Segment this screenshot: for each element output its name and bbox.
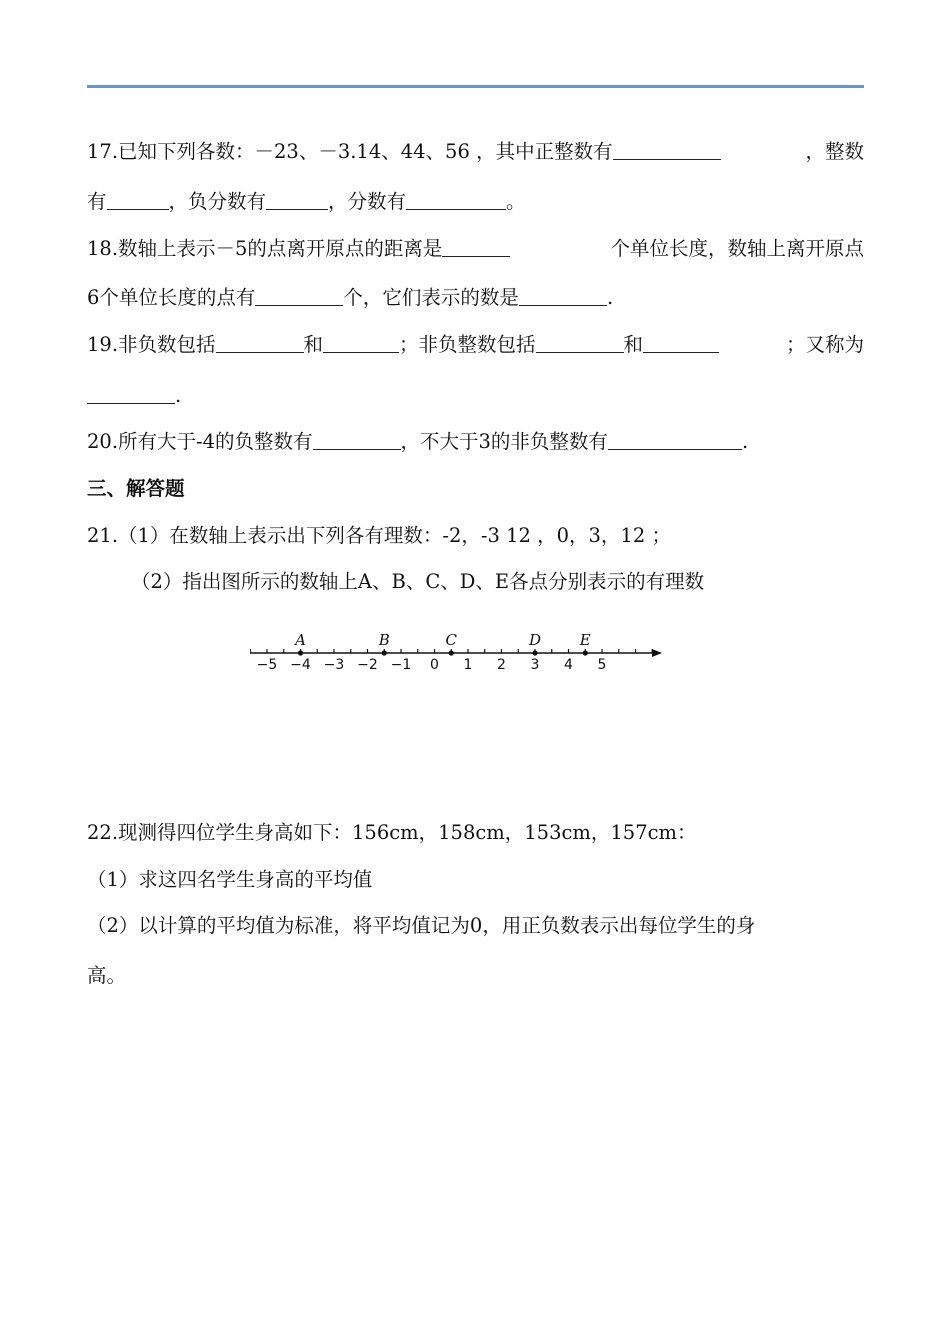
q22-stem: 22.现测得四位学生身高如下：156cm，158cm，153cm，157cm： — [87, 821, 697, 844]
point-e — [583, 650, 588, 655]
q18-text-4: 个，它们表示的数是 — [343, 286, 519, 309]
q18-line1 — [87, 237, 864, 261]
q19-blank-4[interactable] — [643, 334, 719, 353]
tick-label: −5 — [256, 657, 278, 673]
q19-text-2: 和 — [303, 333, 324, 356]
q20-text-3: . — [741, 430, 749, 453]
q17-text-2: ，整数 — [805, 140, 864, 163]
tick-label: 0 — [430, 657, 439, 673]
tick-label: 3 — [530, 657, 540, 673]
point-a — [298, 650, 303, 655]
section-title: 三、解答题 — [87, 477, 185, 500]
q17-line2 — [87, 190, 864, 214]
point-d — [532, 650, 537, 655]
q19-text-4: 和 — [623, 333, 644, 356]
point-label-d: D — [528, 631, 542, 649]
q19-text-5: ；又称为 — [785, 333, 864, 356]
q19-blank-5[interactable] — [87, 385, 175, 404]
q17-blank-negative-fractions[interactable] — [266, 191, 328, 210]
q20-text: 20.所有大于-4的负整数有 — [87, 430, 313, 453]
tick-label: 2 — [497, 657, 506, 673]
header-rule — [87, 85, 864, 88]
q18-line2 — [87, 286, 864, 310]
q20-blank-2[interactable] — [608, 431, 742, 450]
q17-blank-integers[interactable] — [107, 191, 169, 210]
q19-text: 19.非负数包括 — [87, 333, 216, 356]
q19-text-6: . — [175, 384, 182, 407]
q22-part2-line1: （2）以计算的平均值为标准，将平均值记为0，用正负数表示出每位学生的身 — [87, 914, 756, 937]
q17-blank-positive-integers[interactable] — [613, 141, 721, 160]
q18-text-2: 个单位长度，数轴上离开原点 — [610, 237, 864, 260]
number-line-arrow — [652, 649, 662, 657]
q18-text-3: 6个单位长度的点有 — [87, 286, 256, 309]
q20-blank-1[interactable] — [313, 431, 401, 450]
point-b — [382, 650, 387, 655]
tick-label: −4 — [290, 657, 311, 673]
point-c — [449, 650, 454, 655]
q19-blank-3[interactable] — [536, 334, 624, 353]
q19-line1 — [87, 333, 864, 357]
q17-text-6: 。 — [506, 190, 526, 213]
q21-line1: 21.（1）在数轴上表示出下列各有理数：-2，-3 12 ，0，3，12 ； — [87, 524, 671, 547]
q20-line — [87, 430, 864, 454]
q17-text: 17.已知下列各数：－23、－3.14、44、56 ，其中正整数有 — [87, 140, 613, 163]
tick-label: 1 — [463, 657, 473, 673]
q17-blank-fractions[interactable] — [406, 191, 506, 210]
q18-blank-count[interactable] — [255, 287, 343, 306]
number-line-figure — [250, 628, 670, 678]
point-label-b: B — [378, 631, 390, 649]
tick-label: 5 — [597, 657, 607, 673]
q17-text-4: ，负分数有 — [168, 190, 267, 213]
q20-text-2: ，不大于3的非负整数有 — [400, 430, 608, 453]
q22-part1: （1）求这四名学生身高的平均值 — [87, 868, 373, 891]
q17-text-5: ，分数有 — [328, 190, 407, 213]
tick-label: −1 — [390, 657, 412, 673]
q19-blank-2[interactable] — [323, 334, 399, 353]
q18-text: 18.数轴上表示－5的点离开原点的距离是 — [87, 237, 443, 260]
q19-blank-1[interactable] — [216, 334, 304, 353]
q21-line2: （2）指出图所示的数轴上A、B、C、D、E各点分别表示的有理数 — [131, 570, 705, 593]
q17-line1 — [87, 140, 864, 164]
q18-text-5: . — [606, 286, 614, 309]
tick-label: −3 — [323, 657, 345, 673]
q17-text-3: 有 — [87, 190, 107, 213]
point-label-e: E — [579, 631, 591, 649]
q19-line2 — [87, 384, 864, 408]
tick-label: −2 — [357, 657, 378, 673]
q18-blank-distance[interactable] — [442, 238, 510, 257]
q18-blank-numbers[interactable] — [519, 287, 607, 306]
point-label-a: A — [295, 631, 306, 649]
point-label-c: C — [445, 631, 457, 649]
q19-text-3: ；非负整数包括 — [399, 333, 536, 356]
tick-label: 4 — [564, 657, 573, 673]
q22-part2-line2: 高。 — [87, 964, 127, 987]
